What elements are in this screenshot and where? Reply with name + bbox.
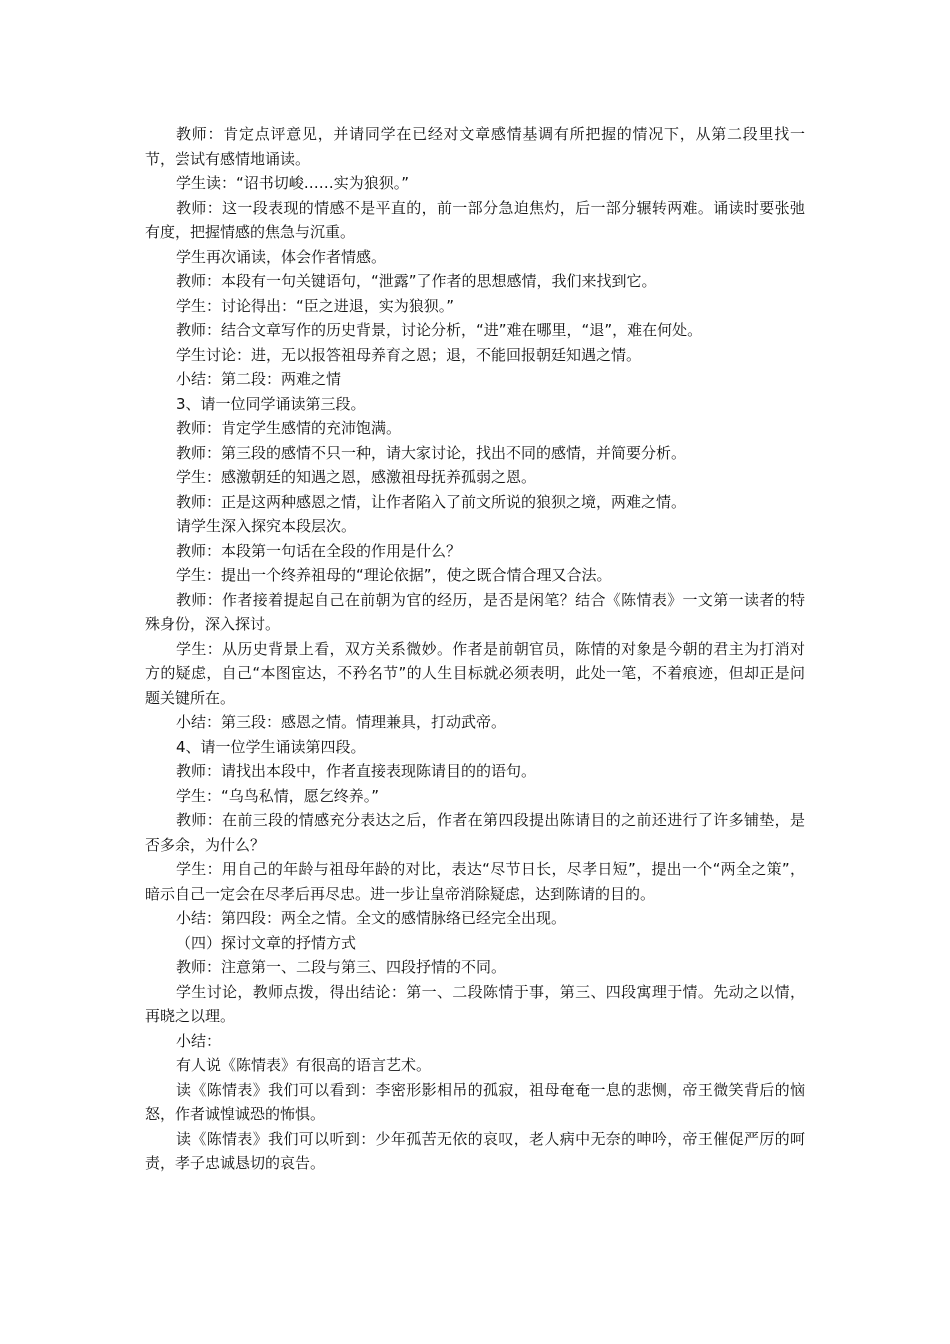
paragraph: 小结： xyxy=(176,1031,222,1050)
paragraph: 学生读：“诏书切峻……实为狼狈。” xyxy=(176,174,410,192)
paragraph: 学生：用自己的年龄与祖母年龄的对比，表达“尽节日长，尽孝日短”，提出一个“两全之策”，暗示自己一定会在尽孝后再尽忠。进一步让皇帝消除疑虑，达到陈请的目的。 xyxy=(145,860,805,903)
paragraph: 教师：作者接着提起自己在前朝为官的经历，是否是闲笔？结合《陈情表》一文第一读者的特殊身份，深入探讨。 xyxy=(145,590,805,633)
paragraph: 学生：从历史背景上看，双方关系微妙。作者是前朝官员，陈情的对象是今朝的君主为打消对方的疑虑，自己“本图宦达，不矜名节”的人生目标就必须表明，此处一笔，不着痕迹，但却正是问题关键所在。 xyxy=(145,639,805,707)
paragraph: 学生：提出一个终养祖母的“理论依据”，使之既合情合理又合法。 xyxy=(176,566,612,584)
section-heading: （四）探讨文章的抒情方式 xyxy=(176,933,357,952)
paragraph: 学生：讨论得出：“臣之进退，实为狼狈。” xyxy=(176,296,455,315)
paragraph: 教师：第三段的感情不只一种，请大家讨论，找出不同的感情，并简要分析。 xyxy=(176,443,687,462)
paragraph: 教师：本段第一句话在全段的作用是什么？ xyxy=(176,541,462,560)
paragraph: 教师：正是这两种感恩之情，让作者陷入了前文所说的狼狈之境，两难之情。 xyxy=(176,492,687,511)
paragraph: 教师：本段有一句关键语句，“泄露”了作者的思想感情，我们来找到它。 xyxy=(176,272,657,290)
paragraph: 读《陈情表》我们可以听到：少年孤苦无依的哀叹，老人病中无奈的呻吟，帝王催促严厉的呵责，孝子忠诚恳切的哀告。 xyxy=(145,1129,805,1172)
document-body xyxy=(145,122,805,1176)
paragraph: 教师：在前三段的情感充分表达之后，作者在第四段提出陈请目的之前还进行了许多铺垫，是否多余，为什么？ xyxy=(145,811,805,854)
paragraph: 教师：请找出本段中，作者直接表现陈请目的的语句。 xyxy=(176,762,537,780)
paragraph: 教师：肯定点评意见，并请同学在已经对文章感情基调有所把握的情况下，从第二段里找一节，尝试有感情地诵读。 xyxy=(145,125,805,168)
paragraph: 读《陈情表》我们可以看到：李密形影相吊的孤寂，祖母奄奄一息的悲恻，帝王微笑背后的恼怒，作者诚惶诚恐的怖惧。 xyxy=(145,1080,805,1123)
paragraph: 小结：第四段：两全之情。全文的感情脉络已经完全出现。 xyxy=(176,909,567,927)
paragraph: 有人说《陈情表》有很高的语言艺术。 xyxy=(176,1056,432,1074)
paragraph: 学生讨论，教师点拨，得出结论：第一、二段陈情于事，第三、四段寓理于情。先动之以情，再晓之以理。 xyxy=(145,982,805,1025)
paragraph: 小结：第二段：两难之情 xyxy=(176,370,342,388)
paragraph: 教师：肯定学生感情的充沛饱满。 xyxy=(176,419,402,437)
paragraph: 教师：结合文章写作的历史背景，讨论分析，“进”难在哪里，“退”，难在何处。 xyxy=(176,321,703,339)
paragraph: 4、请一位学生诵读第四段。 xyxy=(176,737,366,756)
paragraph: 3、请一位同学诵读第三段。 xyxy=(176,394,366,413)
paragraph: 学生：感激朝廷的知遇之恩，感激祖母抚养孤弱之恩。 xyxy=(176,468,537,486)
paragraph: 小结：第三段：感恩之情。情理兼具，打动武帝。 xyxy=(176,713,507,731)
paragraph: 学生再次诵读，体会作者情感。 xyxy=(176,247,387,266)
paragraph: 学生讨论：进，无以报答祖母养育之恩；退，不能回报朝廷知遇之情。 xyxy=(176,345,642,364)
paragraph: 教师：注意第一、二段与第三、四段抒情的不同。 xyxy=(176,958,507,976)
paragraph: 请学生深入探究本段层次。 xyxy=(176,517,357,535)
paragraph: 学生：“乌鸟私情，愿乞终养。” xyxy=(176,786,380,805)
paragraph: 教师：这一段表现的情感不是平直的，前一部分急迫焦灼，后一部分辗转两难。诵读时要张弛有度，把握情感的焦急与沉重。 xyxy=(145,198,805,241)
